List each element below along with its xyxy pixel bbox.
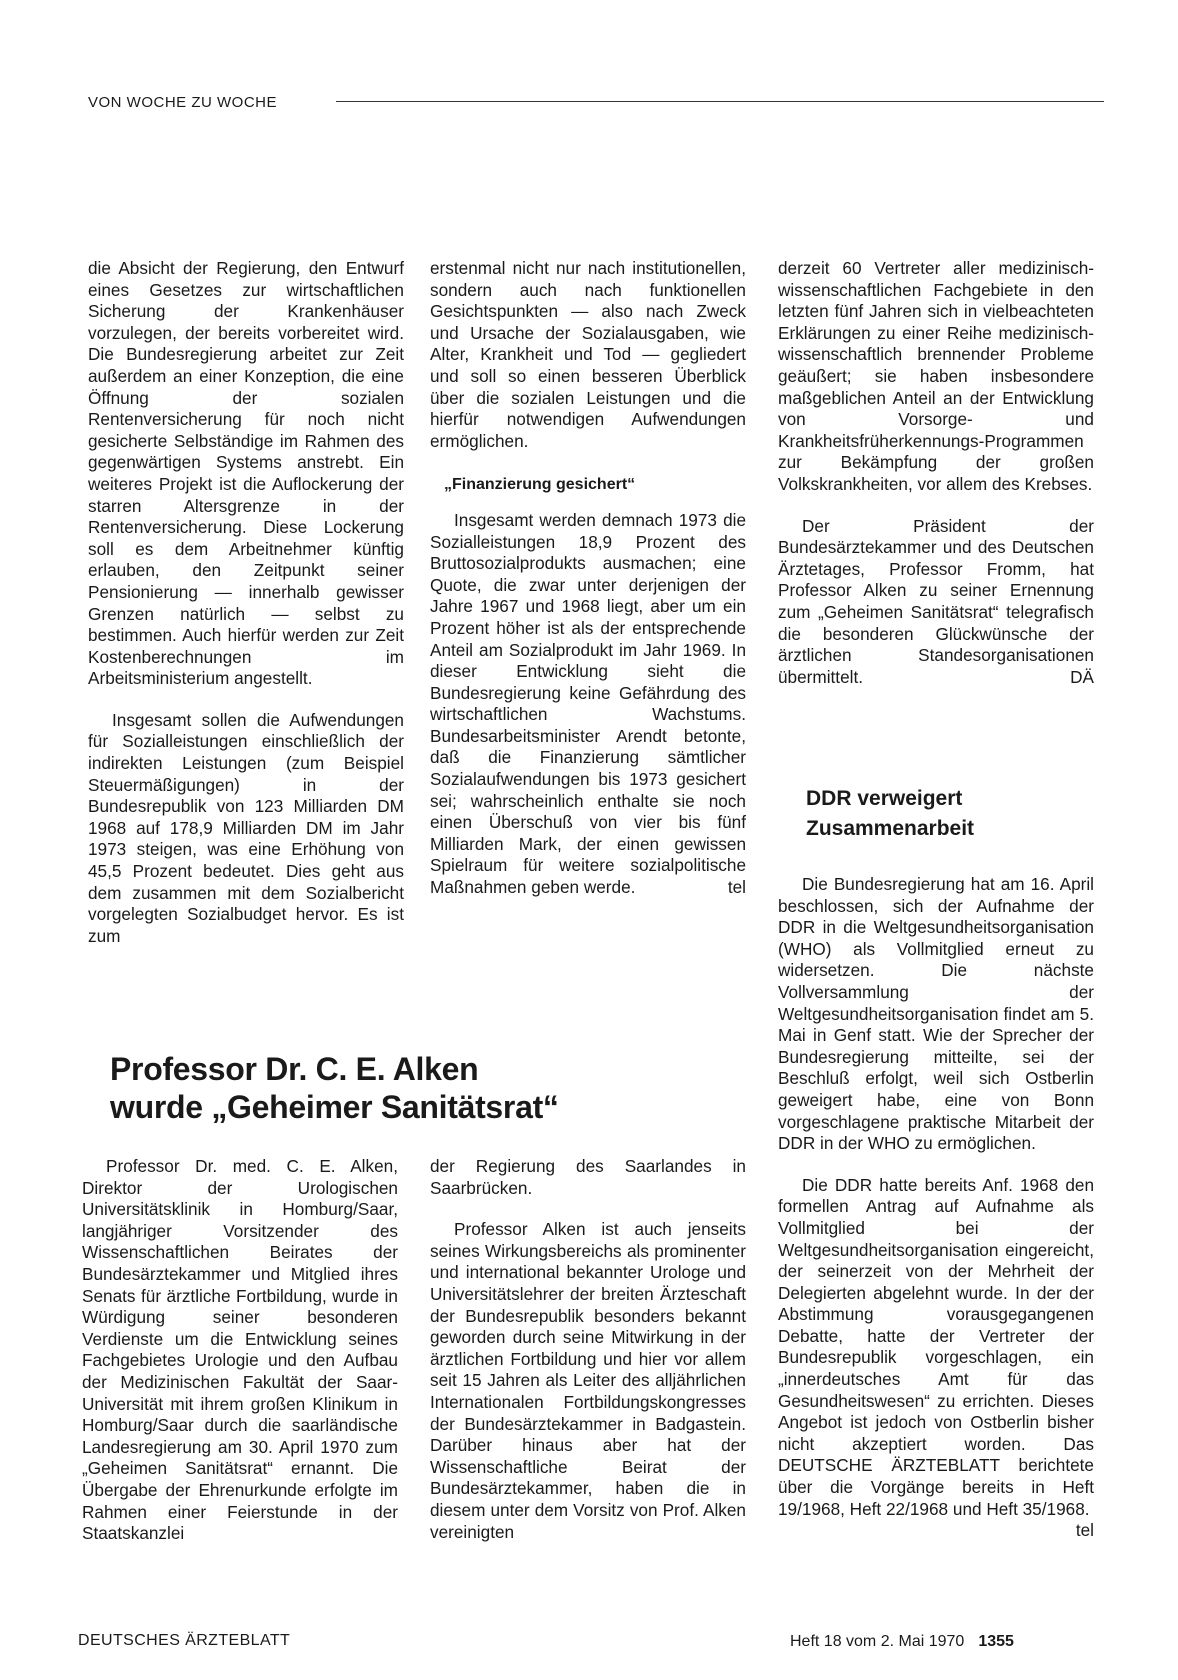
paragraph bbox=[430, 510, 746, 899]
paragraph: derzeit 60 Vertreter aller medizinisch-wissenschaftlichen Fachgebiete in den letzten fünf Jahren sich in vielbeachteten Erklärungen zu einer Reihe medizinisch-wissenschaftlich brennender Probleme geäußert; sie haben insbesondere maßgeblichen Anteil an der Entwicklung von Vorsorge- und Krankheitsfrüherkennungs-Programmen zur Bekämpfung der großen Volkskrankheiten, vor allem des Krebses. bbox=[778, 258, 1094, 494]
headline-line: Professor Dr. C. E. Alken bbox=[110, 1051, 479, 1087]
header-rule bbox=[336, 101, 1104, 102]
paragraph-text: Der Präsident der Bundesärztekammer und des Deutschen Ärztetages, Professor Fromm, hat Professor Alken zu seiner Ernennung zum „Geheimen Sanitätsrat“ telegrafisch die besonderen Glückwünsche der ärztlichen Standesorganisationen übermittelt. bbox=[778, 515, 1094, 687]
paragraph: Die Bundesregierung hat am 16. April beschlossen, sich der Aufnahme der DDR in die Weltgesundheitsorganisation (WHO) als Vollmitglied erneut zu widersetzen. Die nächste Vollversammlung der Weltgesundheitsorganisation findet am 5. Mai in Genf statt. Wie der Sprecher der Bundesregierung mitteilte, sei der Beschluß erfolgt, weil sich Ostberlin geweigert habe, eine von Bonn vorgeschlagene praktische Mitarbeit der DDR in der WHO zu ermöglichen. bbox=[778, 874, 1094, 1154]
author-signature: tel bbox=[1075, 1520, 1094, 1541]
footer-issue-info bbox=[790, 1633, 1014, 1651]
footer-journal: DEUTSCHES ÄRZTEBLATT bbox=[78, 1632, 291, 1649]
col2-top bbox=[430, 258, 746, 899]
paragraph: erstenmal nicht nur nach institutionellen, sondern auch nach funktionellen Gesichtspunkten — also nach Zweck und Ursache der Sozialausgaben, wie Alter, Krankheit und Tod — gegliedert und soll so einen besseren Überblick über die sozialen Leistungen und die hierfür notwendigen Aufwendungen ermöglichen. bbox=[430, 258, 746, 451]
paragraph-text: Die DDR hatte bereits Anf. 1968 den formellen Antrag auf Aufnahme als Vollmitglied bei der Weltgesundheitsorganisation eingereicht, der seinerzeit von der Mehrheit der Delegierten abgelehnt wurde. In der der Abstimmung vorausgegangenen Debatte, hatte der Vertreter der Bundesrepublik vorgeschlagen, ein „innerdeutsches Amt für das Gesundheitswesen“ zu errichten. Dieses Angebot ist jedoch von Ostberlin bisher nicht akzeptiert worden. Das DEUTSCHE ÄRZTEBLATT berichtete über die Vorgänge bereits in Heft 19/1968, Heft 22/1968 und Heft 35/1968. bbox=[778, 1174, 1094, 1519]
article-headline bbox=[110, 1050, 630, 1126]
paragraph: der Regierung des Saarlandes in Saarbrücken. bbox=[430, 1156, 746, 1198]
col1-top bbox=[88, 258, 404, 947]
author-signature: DÄ bbox=[1070, 666, 1094, 687]
section-header: VON WOCHE ZU WOCHE bbox=[88, 94, 277, 111]
headline-line: DDR verweigert bbox=[806, 787, 963, 810]
footer-issue: Heft 18 vom 2. Mai 1970 bbox=[790, 1633, 965, 1650]
paragraph: Professor Alken ist auch jenseits seines Wirkungsbereichs als prominenter und international bekannter Urologe und Universitätslehrer der breiten Ärzteschaft der Bundesrepublik besonders bekannt geworden durch seine Mitwirkung in der ärztlichen Fortbildung und hier vor allem seit 15 Jahren als Leiter des alljährlichen Internationalen Fortbildungskongresses der Bundesärztekammer in Badgastein. Darüber hinaus aber hat der Wissenschaftliche Beirat der Bundesärztekammer, haben die in diesem unter dem Vorsitz von Prof. Alken vereinigten bbox=[430, 1219, 746, 1542]
paragraph bbox=[778, 516, 1094, 689]
paragraph: Insgesamt sollen die Aufwendungen für Sozialleistungen einschließlich der indirekten Leistungen (zum Beispiel Steuermäßigungen) in der Bundesrepublik von 123 Milliarden DM 1968 auf 178,9 Milliarden DM im Jahr 1973 steigen, was eine Erhöhung von 45,5 Prozent bedeutet. Dies geht aus dem zusammen mit dem Sozialbericht vorgelegten Sozialbudget hervor. Es ist zum bbox=[88, 709, 404, 946]
paragraph-text: Insgesamt werden demnach 1973 die Sozialleistungen 18,9 Prozent des Bruttosozialprodukts ausmachen; eine Quote, die zwar unter derjenigen der Jahre 1967 und 1968 liegt, aber um ein Prozent höher ist als der entsprechende Anteil am Sozialprodukt im Jahr 1969. In dieser Entwicklung sieht die Bundesregierung keine Gefährdung des wirtschaftlichen Wachstums. Bundesarbeitsminister Arendt betonte, daß die Finanzierung sämtlicher Sozialaufwendungen bis 1973 gesichert sei; wahrscheinlich enthalte sie noch einen Überschuß von vier bis fünf Milliarden Mark, der einen gewissen Spielraum für weitere sozialpolitische Maßnahmen geben werde. bbox=[430, 509, 746, 898]
article-headline bbox=[806, 784, 1106, 844]
article3-col bbox=[778, 874, 1094, 1542]
paragraph: die Absicht der Regierung, den Entwurf eines Gesetzes zur wirtschaftlichen Sicherung der Krankenhäuser vorzulegen, der bereits vorbereitet wird. Die Bundesregierung arbeitet zur Zeit außerdem an einer Konzeption, die eine Öffnung der sozialen Rentenversicherung für noch nicht gesicherte Selbständige im Rahmen des gegenwärtigen Systems anstrebt. Ein weiteres Projekt ist die Auflockerung der starren Altersgrenze in der Rentenversicherung. Diese Lockerung soll es dem Arbeitnehmer künftig erlauben, den Zeitpunkt seiner Pensionierung — innerhalb gewisser Grenzen natürlich — selbst zu bestimmen. Auch hierfür werden zur Zeit Kostenberechnungen im Arbeitsministerium angestellt. bbox=[88, 258, 404, 689]
page-number: 1355 bbox=[978, 1633, 1014, 1650]
col3-top bbox=[778, 258, 1094, 688]
paragraph bbox=[778, 1174, 1094, 1541]
author-signature: tel bbox=[727, 877, 746, 898]
headline-line: wurde „Geheimer Sanitätsrat“ bbox=[110, 1089, 559, 1125]
subheading: „Finanzierung gesichert“ bbox=[444, 476, 636, 494]
paragraph: Professor Dr. med. C. E. Alken, Direktor der Urologischen Universitätsklinik in Homburg/Saar, langjähriger Vorsitzender des Wissenschaftlichen Beirates der Bundesärztekammer und Mitglied ihres Senats für ärztliche Fortbildung, wurde in Würdigung seiner besonderen Verdienste um die Entwicklung seines Fachgebietes Urologie und den Aufbau der Medizinischen Fakultät der Saar-Universität mit ihrem großen Klinikum in Homburg/Saar durch die saarländische Landesregierung am 30. April 1970 zum „Geheimen Sanitätsrat“ ernannt. Die Übergabe der Ehrenurkunde erfolgte im Rahmen einer Feierstunde in der Staatskanzlei bbox=[82, 1156, 398, 1544]
article2-col2 bbox=[430, 1156, 746, 1543]
article2-col1 bbox=[82, 1156, 398, 1545]
headline-line: Zusammenarbeit bbox=[806, 817, 975, 840]
